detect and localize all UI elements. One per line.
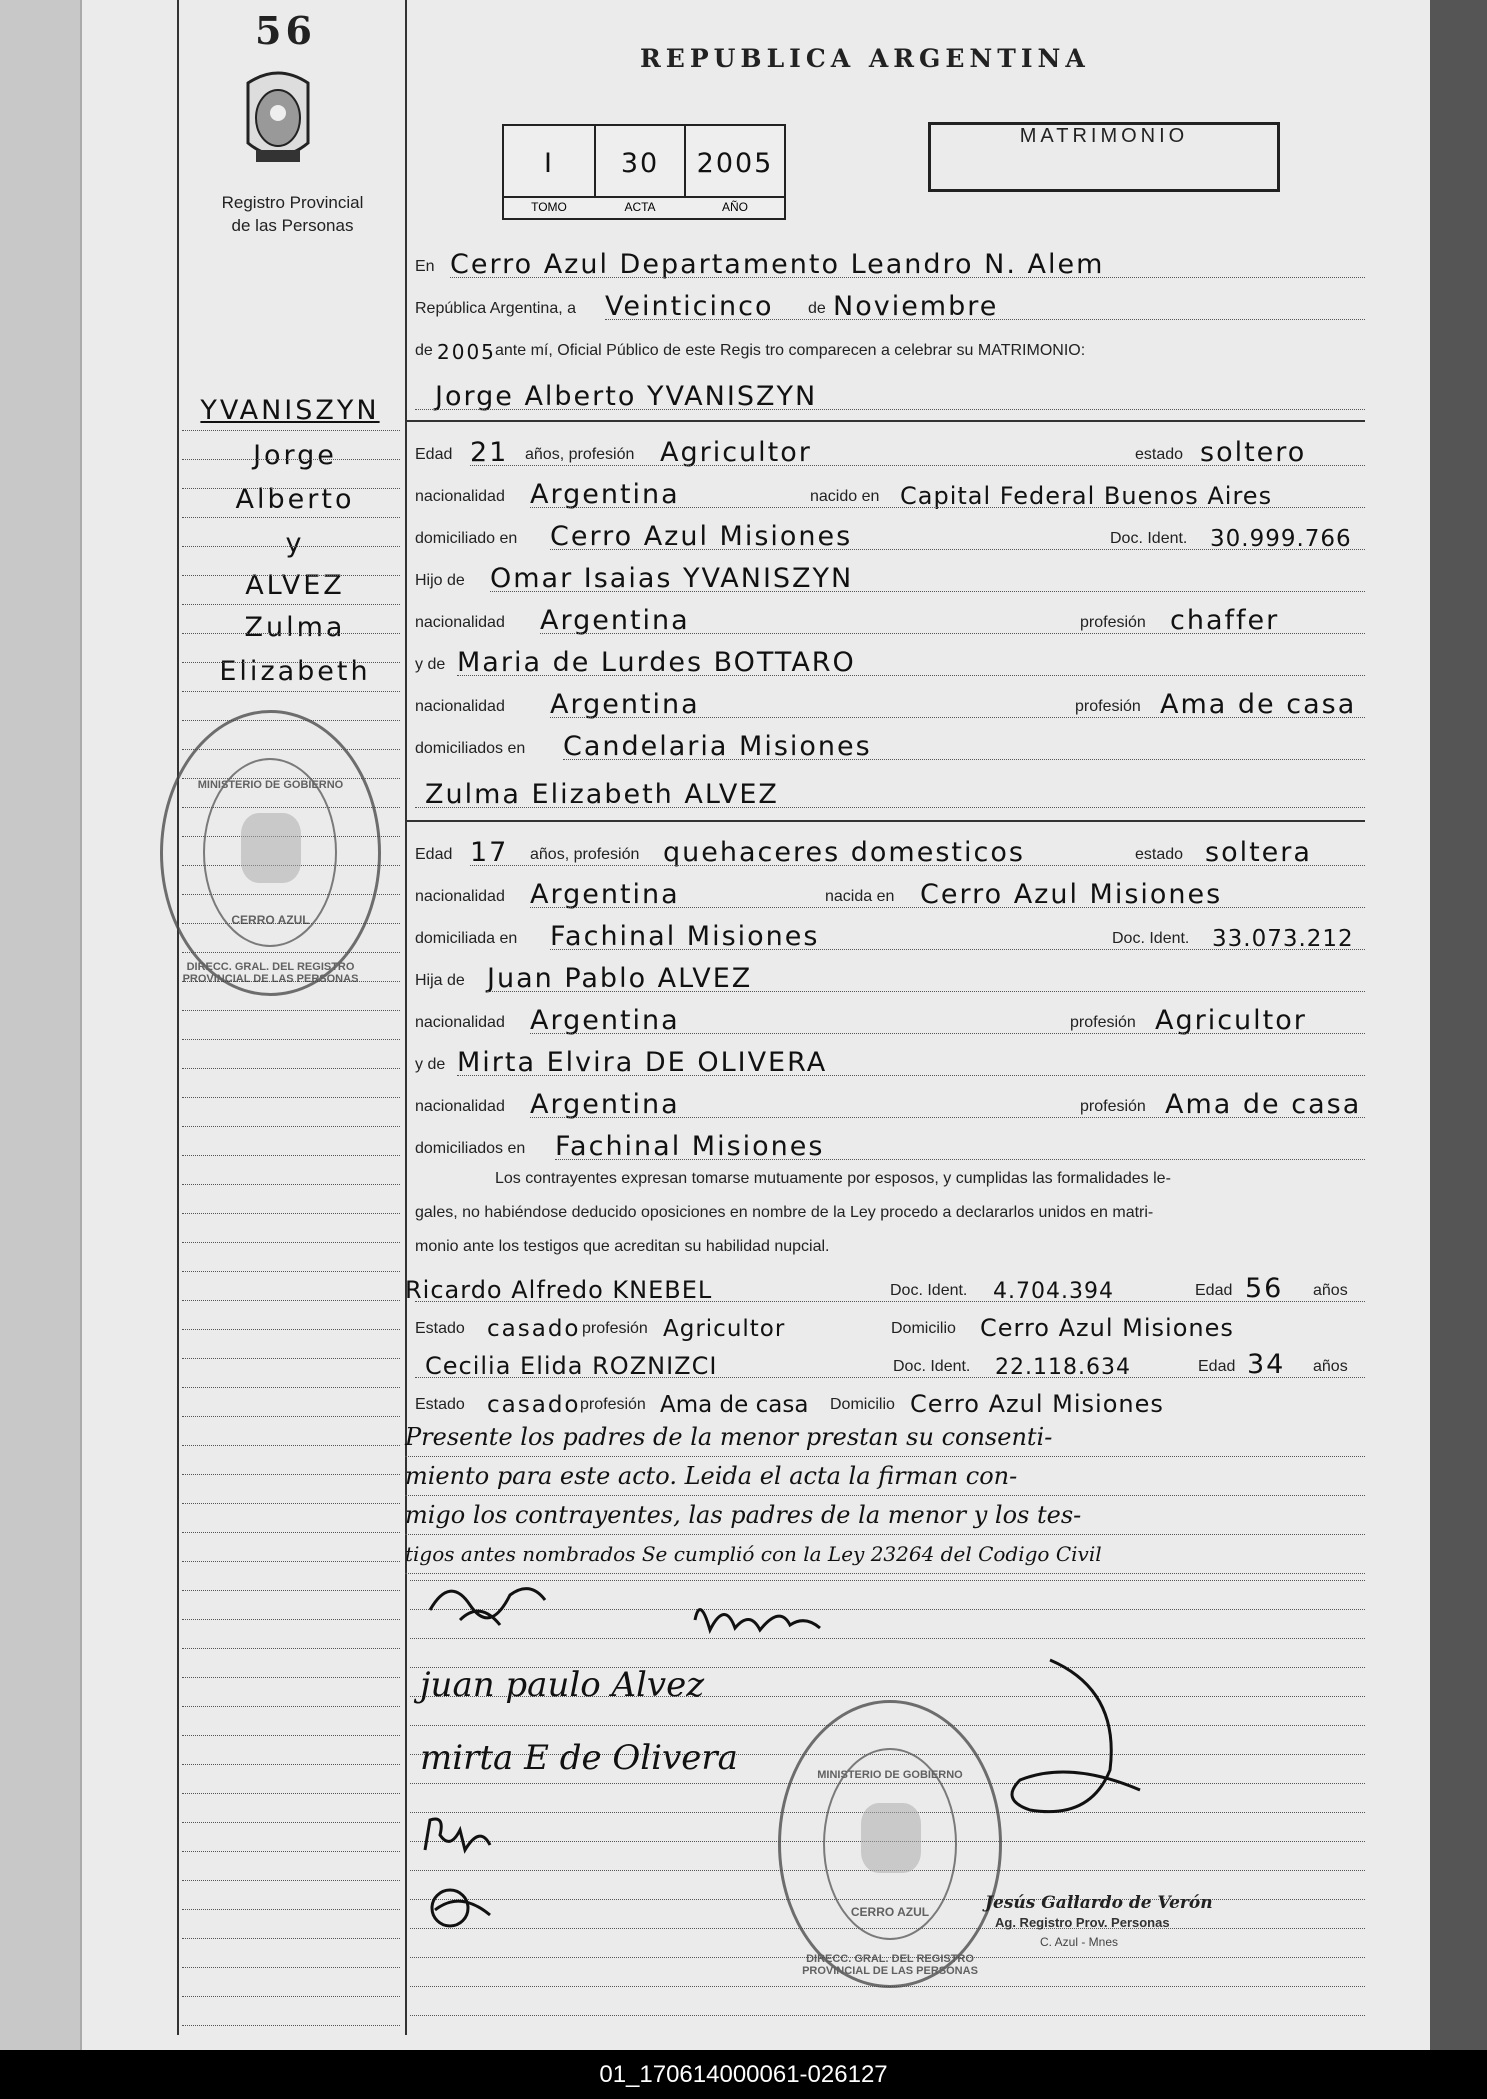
witness1-signature <box>420 1810 500 1860</box>
declaration-line: Los contrayentes expresan tomarse mutuamente por esposos, y cumplidas las formalidades le- <box>495 1170 1171 1187</box>
groom-father-nationality: Argentina <box>540 605 690 636</box>
margin-rule <box>182 1387 400 1388</box>
intro-year-line <box>415 324 1365 366</box>
groom-name: Jorge Alberto YVANISZYN <box>435 381 818 412</box>
officer-signature <box>990 1650 1160 1850</box>
y-de-label: y de <box>415 1056 446 1073</box>
stamp-ring-text: DIRECC. GRAL. DEL REGISTRO PROVINCIAL DE LAS PERSONAS <box>182 961 359 985</box>
margin-rule <box>182 1706 400 1707</box>
bride-father-nat-line <box>415 996 1365 1038</box>
edad-label: Edad <box>415 846 453 863</box>
ano-label: AÑO <box>721 200 748 214</box>
bride-nationality-line <box>415 870 1365 912</box>
margin-rule <box>182 517 400 518</box>
groom-profession: Agricultor <box>660 437 812 468</box>
groom-age-line <box>415 428 1365 470</box>
margin-rule <box>182 1242 400 1243</box>
nacionalidad-label: nacionalidad <box>415 888 505 905</box>
margin-rule <box>182 546 400 547</box>
witness1-doc: 4.704.394 <box>993 1279 1114 1304</box>
month-value: Noviembre <box>833 291 999 322</box>
notes-block <box>405 1418 1365 1574</box>
margin-rule <box>182 430 400 431</box>
groom-nationality: Argentina <box>530 479 680 510</box>
estado-label: Estado <box>415 1396 465 1413</box>
nacionalidad-label: nacionalidad <box>415 1098 505 1115</box>
bride-separator <box>405 820 1365 822</box>
domicilio-label: Domicilio <box>830 1396 895 1413</box>
domiciliados-label: domiciliados en <box>415 740 526 757</box>
day-value: Veinticinco <box>605 291 774 322</box>
bride-father-profession: Agricultor <box>1155 1005 1307 1036</box>
coat-of-arms-icon <box>238 68 318 178</box>
act-type-box <box>928 122 1280 192</box>
bride-estado: soltera <box>1205 837 1312 868</box>
witness1-name: Ricardo Alfredo KNEBEL <box>405 1276 713 1304</box>
declaration-text <box>415 1162 1365 1264</box>
bride-nationality: Argentina <box>530 879 680 910</box>
groom-father-nat-line <box>415 596 1365 638</box>
tomo-value: I <box>544 148 554 179</box>
bride-name: Zulma Elizabeth ALVEZ <box>425 779 779 810</box>
margin-name: Jorge <box>253 440 337 471</box>
margin-rule <box>182 633 400 634</box>
bride-profession: quehaceres domesticos <box>663 837 1025 868</box>
margin-rule <box>182 1590 400 1591</box>
celebrate-text: ante mí, Oficial Público de este Regis tro comparecen a celebrar su MATRIMONIO: <box>495 342 1086 359</box>
binding-shadow <box>0 0 80 2050</box>
margin-rule <box>182 1822 400 1823</box>
note-line: tigos antes nombrados Se cumplió con la Ley 23264 del Codigo Civil <box>405 1535 1365 1574</box>
estado-label: estado <box>1135 846 1184 863</box>
margin-rule <box>182 1271 400 1272</box>
officer-name: Jesús Gallardo de Verón <box>985 1893 1213 1913</box>
stamp-ring-text: DIRECC. GRAL. DEL REGISTRO PROVINCIAL DE LAS PERSONAS <box>802 1953 978 1977</box>
margin-rule <box>182 1416 400 1417</box>
margin-rule <box>182 1445 400 1446</box>
tomo-label: TOMO <box>531 200 567 214</box>
witness1-domicile: Cerro Azul Misiones <box>980 1314 1234 1342</box>
registry-stamp <box>160 710 381 996</box>
margin-rule <box>182 1474 400 1475</box>
act-type-label: MATRIMONIO <box>1019 125 1189 147</box>
margin-rule <box>182 459 400 460</box>
note-line: migo los contrayentes, las padres de la menor y los tes- <box>405 1496 1365 1535</box>
witness2-name: Cecilia Elida ROZNIZCI <box>425 1352 718 1380</box>
groom-parents-domicile-line <box>415 722 1365 764</box>
bride-parents-domicile-line <box>415 1122 1365 1164</box>
acta-label: ACTA <box>624 200 656 214</box>
witness2-line <box>415 1340 1365 1382</box>
margin-rule <box>182 1677 400 1678</box>
margin-name: Alberto <box>235 484 355 515</box>
margin-rule <box>182 1329 400 1330</box>
year-value: 2005 <box>437 340 496 364</box>
signature-rule <box>410 1638 1365 1639</box>
declaration-line: monio ante los testigos que acreditan su habilidad nupcial. <box>415 1238 830 1255</box>
groom-name-line <box>415 372 1365 414</box>
estado-label: estado <box>1135 446 1184 463</box>
y-de-label: y de <box>415 656 446 673</box>
mother-signature: mirta E de Olivera <box>420 1738 738 1778</box>
bride-domicile-line <box>415 912 1365 954</box>
anos-label: años <box>1313 1358 1348 1375</box>
margin-rule <box>182 1793 400 1794</box>
margin-rule <box>182 488 400 489</box>
left-column-rule <box>177 0 179 2035</box>
page-number: 56 <box>255 8 316 53</box>
signature-rule <box>410 2015 1365 2016</box>
domiciliada-label: domiciliada en <box>415 930 518 947</box>
margin-rule <box>182 1561 400 1562</box>
groom-separator <box>405 420 1365 422</box>
doc-label: Doc. Ident. <box>1110 530 1188 547</box>
bride-mother-line <box>415 1038 1365 1080</box>
margin-rule <box>182 1909 400 1910</box>
witness2-doc: 22.118.634 <box>995 1355 1131 1380</box>
bride-mother-nat-line <box>415 1080 1365 1122</box>
groom-nationality-line <box>415 470 1365 512</box>
witness2-detail-line <box>415 1378 1365 1420</box>
profesion-label: años, profesión <box>530 846 640 863</box>
nacido-label: nacido en <box>810 488 880 505</box>
margin-rule <box>182 1967 400 1968</box>
margin-rule <box>182 1213 400 1214</box>
declaration-line: gales, no habiéndose deducido oposiciones en nombre de la Ley procedo a declararlos unidos en matri- <box>415 1204 1154 1221</box>
profesion-label: profesión <box>1080 614 1146 631</box>
officer-place: C. Azul - Mnes <box>1040 1935 1119 1949</box>
bride-age-line <box>415 828 1365 870</box>
groom-signature <box>420 1570 560 1630</box>
domiciliados-label: domiciliados en <box>415 1140 526 1157</box>
margin-rule <box>182 1010 400 1011</box>
file-id-footer: 01_170614000061-026127 <box>0 2050 1487 2099</box>
doc-label: Doc. Ident. <box>893 1358 971 1375</box>
witness1-line <box>405 1264 1365 1306</box>
groom-domicile: Cerro Azul Misiones <box>550 521 853 552</box>
margin-rule <box>182 1300 400 1301</box>
witness2-signature <box>420 1880 500 1935</box>
groom-mother-profession: Ama de casa <box>1160 689 1357 720</box>
domiciliado-label: domiciliado en <box>415 530 518 547</box>
registry-name-1: Registro Provincial <box>221 193 364 212</box>
nacionalidad-label: nacionalidad <box>415 698 505 715</box>
margin-rule <box>182 1068 400 1069</box>
margin-rule <box>182 1938 400 1939</box>
margin-rule <box>182 1503 400 1504</box>
ano-value: 2005 <box>696 148 774 179</box>
profesion-label: profesión <box>1075 698 1141 715</box>
bride-father-line <box>415 954 1365 996</box>
groom-estado: soltero <box>1200 437 1307 468</box>
margin-rule <box>182 1648 400 1649</box>
margin-rule <box>182 1880 400 1881</box>
note-line: miento para este acto. Leida el acta la firman con- <box>405 1457 1365 1496</box>
registry-reference-box <box>502 124 786 220</box>
edad-label: Edad <box>1198 1358 1236 1375</box>
bride-father: Juan Pablo ALVEZ <box>487 963 753 994</box>
margin-rule <box>182 1184 400 1185</box>
margin-rule <box>182 2025 400 2026</box>
bride-birthplace: Cerro Azul Misiones <box>920 879 1223 910</box>
groom-age: 21 <box>470 437 509 468</box>
witness2-domicile: Cerro Azul Misiones <box>910 1390 1164 1418</box>
intro-date-line <box>415 282 1365 324</box>
margin-rule <box>182 604 400 605</box>
middle-column-rule <box>405 0 407 2035</box>
officer-title: Ag. Registro Prov. Personas <box>995 1915 1170 1930</box>
nacionalidad-label: nacionalidad <box>415 1014 505 1031</box>
republica-label: República Argentina, a <box>415 300 576 317</box>
margin-name: ALVEZ <box>245 570 345 601</box>
margin-rule <box>182 1039 400 1040</box>
bride-age: 17 <box>470 837 509 868</box>
margin-name: Elizabeth <box>219 656 371 687</box>
margin-rule <box>182 1735 400 1736</box>
profesion-label: profesión <box>1070 1014 1136 1031</box>
stamp-inner-bottom: CERRO AZUL <box>850 1905 930 1919</box>
margin-name: Zulma <box>244 612 346 643</box>
place-value: Cerro Azul Departamento Leandro N. Alem <box>450 249 1105 280</box>
nacida-label: nacida en <box>825 888 895 905</box>
profesion-label: profesión <box>580 1396 646 1413</box>
margin-rule <box>182 662 400 663</box>
margin-rule <box>182 1126 400 1127</box>
margin-name: YVANISZYN <box>200 395 380 426</box>
groom-birthplace: Capital Federal Buenos Aires <box>900 482 1273 510</box>
groom-mother-line <box>415 638 1365 680</box>
domicilio-label: Domicilio <box>891 1320 956 1337</box>
acta-value: 30 <box>620 148 660 179</box>
registry-emblem <box>238 68 318 178</box>
year-label: de <box>415 342 433 359</box>
witness1-detail-line <box>415 1302 1365 1344</box>
estado-label: Estado <box>415 1320 465 1337</box>
margin-rule <box>182 1155 400 1156</box>
bride-mother-profession: Ama de casa <box>1165 1089 1362 1120</box>
hija-label: Hija de <box>415 972 465 989</box>
doc-label: Doc. Ident. <box>1112 930 1190 947</box>
doc-label: Doc. Ident. <box>890 1282 968 1299</box>
edad-label: Edad <box>1195 1282 1233 1299</box>
registry-name-2: de las Personas <box>231 216 354 235</box>
margin-rule <box>182 1532 400 1533</box>
father-signature: juan paulo Alvez <box>420 1665 705 1705</box>
stamp-inner-top: MINISTERIO DE GOBIERNO <box>817 1769 963 1781</box>
witness2-age: 34 <box>1247 1349 1286 1380</box>
en-label: En <box>415 258 435 275</box>
margin-rule <box>182 1619 400 1620</box>
bride-mother: Mirta Elvira DE OLIVERA <box>457 1047 828 1078</box>
hijo-label: Hijo de <box>415 572 465 589</box>
margin-rule <box>182 1764 400 1765</box>
groom-parents-domicile: Candelaria Misiones <box>563 731 872 762</box>
profesion-label: profesión <box>582 1320 648 1337</box>
groom-mother: Maria de Lurdes BOTTARO <box>457 647 856 678</box>
nacionalidad-label: nacionalidad <box>415 488 505 505</box>
groom-father-profession: chaffer <box>1170 605 1280 636</box>
groom-doc: 30.999.766 <box>1210 526 1352 552</box>
witness1-profession: Agricultor <box>663 1316 786 1342</box>
stamp-inner-top: MINISTERIO DE GOBIERNO <box>197 779 344 791</box>
nacionalidad-label: nacionalidad <box>415 614 505 631</box>
bride-domicile: Fachinal Misiones <box>550 921 820 952</box>
country-title: REPUBLICA ARGENTINA <box>640 44 1090 73</box>
stamp-inner-bottom: CERRO AZUL <box>231 913 310 927</box>
witness2-profession: Ama de casa <box>660 1392 809 1418</box>
groom-mother-nat-line <box>415 680 1365 722</box>
edad-label: Edad <box>415 446 453 463</box>
profesion-label: años, profesión <box>525 446 635 463</box>
margin-rule <box>182 691 400 692</box>
margin-rule <box>182 575 400 576</box>
margin-rule <box>182 1851 400 1852</box>
witness2-estado: casado <box>487 1392 581 1418</box>
margin-rule <box>182 1097 400 1098</box>
registry-stamp <box>778 1700 1002 1988</box>
groom-domicile-line <box>415 512 1365 554</box>
margin-rule <box>182 1358 400 1359</box>
de-label: de <box>808 300 826 317</box>
margin-rule <box>182 1996 400 1997</box>
anos-label: años <box>1313 1282 1348 1299</box>
groom-mother-nationality: Argentina <box>550 689 700 720</box>
book-edge <box>1430 0 1487 2050</box>
bride-doc: 33.073.212 <box>1212 926 1354 952</box>
bride-parents-domicile: Fachinal Misiones <box>555 1131 825 1162</box>
bride-father-nationality: Argentina <box>530 1005 680 1036</box>
witness1-age: 56 <box>1245 1273 1284 1304</box>
profesion-label: profesión <box>1080 1098 1146 1115</box>
bride-mother-nationality: Argentina <box>530 1089 680 1120</box>
note-line: Presente los padres de la menor prestan su consenti- <box>405 1418 1365 1457</box>
intro-place-line <box>415 240 1365 282</box>
margin-name: y <box>285 528 305 559</box>
bride-signature <box>680 1590 830 1650</box>
groom-father: Omar Isaias YVANISZYN <box>490 563 854 594</box>
witness1-estado: casado <box>487 1316 581 1342</box>
bride-name-line <box>415 770 1365 812</box>
groom-father-line <box>415 554 1365 596</box>
